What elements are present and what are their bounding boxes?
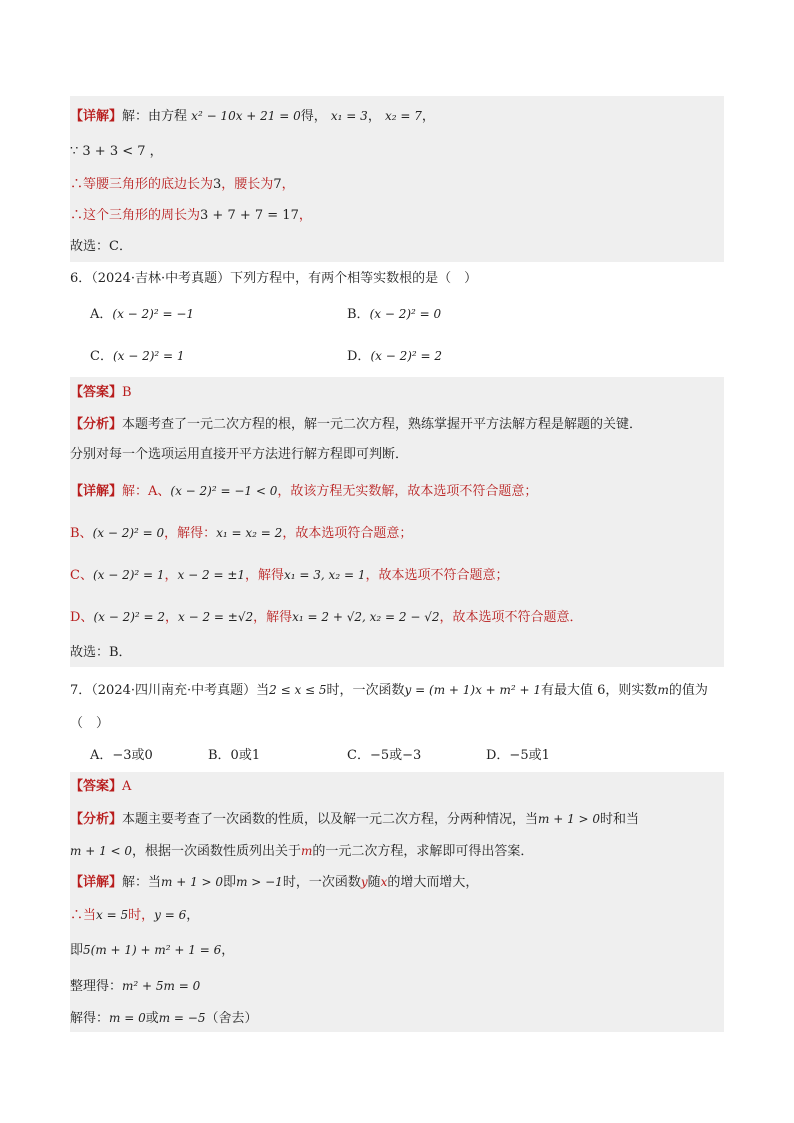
value: 3 xyxy=(213,177,222,192)
text: 解：当 xyxy=(122,875,162,890)
text: ， xyxy=(421,109,435,124)
detail-tag: 【详解】 xyxy=(70,109,123,124)
q7-detail-1 xyxy=(70,872,478,892)
equation: x₁ = x₂ = 2 xyxy=(216,526,283,540)
equation: m² + 5m = 0 xyxy=(122,979,201,993)
answer-value: A xyxy=(122,779,132,794)
q6-conclusion: 故选：B． xyxy=(70,645,132,660)
text: ∴等腰三角形的底边长为 xyxy=(70,177,214,192)
text: B、 xyxy=(70,526,93,541)
q6-answer-block xyxy=(70,377,724,667)
text: ， xyxy=(281,177,295,192)
equation: (x − 2)² = 1 xyxy=(92,568,165,582)
text: ， xyxy=(164,568,178,583)
equation: x − 2 = ±1 xyxy=(177,568,246,582)
q6-answer xyxy=(70,383,132,403)
text: ， xyxy=(221,943,235,958)
q6-option-c xyxy=(90,345,185,367)
q5-detail-line-1 xyxy=(70,106,435,126)
q6-option-b xyxy=(347,303,441,325)
equation: (x − 2)² = 0 xyxy=(92,526,165,540)
q7-stem-line-2: （ ） xyxy=(70,716,110,731)
q7-option-c: C．−5或−3 xyxy=(347,748,422,763)
text: 时， xyxy=(128,908,155,923)
equation: m + 1 > 0 xyxy=(161,875,224,889)
text: 时，一次函数 xyxy=(326,683,405,698)
q6-stem: 6．（2024·吉林·中考真题）下列方程中，有两个相等实数根的是（ ） xyxy=(70,271,478,286)
q6-detail-4 xyxy=(70,607,583,627)
equation: m = 0 xyxy=(109,1011,146,1025)
text: ，故本选项不符合题意； xyxy=(365,568,509,583)
q7-answer-block xyxy=(70,772,724,1032)
variable-m: m xyxy=(657,683,669,697)
root-2: x₂ = 7 xyxy=(384,109,422,123)
option-label: D． xyxy=(347,349,371,364)
option-equation: (x − 2)² = 0 xyxy=(369,307,442,321)
text: 本题考查了一元二次方程的根，解一元二次方程，熟练掌握开平方法解方程是解题的关键． xyxy=(122,417,643,432)
equation: m > −1 xyxy=(236,875,283,889)
q7-analysis-1 xyxy=(70,809,639,829)
q6-option-d xyxy=(347,345,442,367)
option-equation: (x − 2)² = 2 xyxy=(370,349,443,363)
equation: m + 1 < 0 xyxy=(70,844,133,858)
q7-stem-line-1 xyxy=(70,680,708,700)
text: ， xyxy=(165,610,179,625)
text: ，解得 xyxy=(245,568,285,583)
text: 随 xyxy=(367,875,381,890)
q7-detail-3 xyxy=(70,940,234,960)
text: ∴这个三角形的周长为 xyxy=(70,208,201,223)
q5-detail-line-2: ∵ 3 + 3 < 7 ， xyxy=(70,144,163,159)
q7-option-a: A．−3或0 xyxy=(90,748,153,763)
text: ，腰长为 xyxy=(221,177,274,192)
text: 时，一次函数 xyxy=(282,875,361,890)
text: 即 xyxy=(70,943,84,958)
text: 得， xyxy=(300,109,327,124)
equation: x − 2 = ±√2 xyxy=(178,610,254,624)
variable-y: y xyxy=(360,875,368,889)
equation: x² − 10x + 21 = 0 xyxy=(191,109,301,123)
q6-detail-1 xyxy=(70,481,537,501)
q7-option-b: B．0或1 xyxy=(208,748,261,763)
q7-detail-4 xyxy=(70,976,200,996)
q7-detail-2 xyxy=(70,905,199,925)
text: ∴当 xyxy=(70,908,97,923)
q7-detail-5 xyxy=(70,1008,258,1028)
text: ， xyxy=(367,109,381,124)
q6-analysis-1 xyxy=(70,415,642,435)
text: 时和当 xyxy=(600,812,640,827)
answer-tag: 【答案】 xyxy=(70,385,123,400)
text: 有最大值 6，则实数 xyxy=(541,683,658,698)
option-equation: (x − 2)² = −1 xyxy=(112,307,195,321)
answer-tag: 【答案】 xyxy=(70,779,123,794)
equation: (x − 2)² = −1 < 0 xyxy=(170,484,278,498)
detail-tag: 【详解】 xyxy=(70,875,123,890)
equation: m + 1 > 0 xyxy=(538,812,601,826)
equation: 5(m + 1) + m² + 1 = 6 xyxy=(83,943,222,957)
text: 解：A、 xyxy=(122,484,171,499)
text: ，故本选项符合题意； xyxy=(282,526,413,541)
answer-value: B xyxy=(122,385,132,400)
q6-analysis-2: 分别对每一个选项运用直接开平方法进行解方程即可判断． xyxy=(70,447,409,462)
q7-option-d: D．−5或1 xyxy=(486,748,550,763)
text: 的值为 xyxy=(668,683,708,698)
text: 的增大而增大， xyxy=(387,875,479,890)
q5-conclusion: 故选：C． xyxy=(70,239,132,254)
equation: m = −5 xyxy=(158,1011,206,1025)
text: ， xyxy=(186,908,200,923)
equation: y = (m + 1)x + m² + 1 xyxy=(404,683,542,697)
text: （舍去） xyxy=(205,1011,258,1026)
text: C、 xyxy=(70,568,93,583)
equation: 3 + 7 + 7 = 17 xyxy=(200,208,299,223)
option-label: A． xyxy=(90,307,113,322)
text: 整理得： xyxy=(70,979,123,994)
text: ，根据一次函数性质列出关于 xyxy=(132,844,302,859)
q6-detail-2 xyxy=(70,523,412,543)
text: D、 xyxy=(70,610,94,625)
text: ，故本选项不符合题意． xyxy=(439,610,583,625)
text: ， xyxy=(298,208,312,223)
q5-detail-line-4 xyxy=(70,206,312,226)
analysis-tag: 【分析】 xyxy=(70,812,123,827)
equation: x₁ = 3, x₂ = 1 xyxy=(284,568,366,582)
text: 的一元二次方程，求解即可得出答案． xyxy=(312,844,534,859)
variable-x: x xyxy=(380,875,388,889)
text: ，故该方程无实数解，故本选项不符合题意； xyxy=(277,484,538,499)
analysis-tag: 【分析】 xyxy=(70,417,123,432)
equation: y = 6 xyxy=(154,908,187,922)
equation: x = 5 xyxy=(96,908,129,922)
q7-analysis-2 xyxy=(70,841,533,861)
text: 本题主要考查了一次函数的性质，以及解一元二次方程，分两种情况，当 xyxy=(122,812,539,827)
root-1: x₁ = 3 xyxy=(330,109,368,123)
text: 解得： xyxy=(70,1011,110,1026)
q6-detail-3 xyxy=(70,565,508,585)
equation: x₁ = 2 + √2, x₂ = 2 − √2 xyxy=(292,610,440,624)
text: ，解得： xyxy=(164,526,217,541)
value: 7 xyxy=(273,177,282,192)
text: 解：由方程 xyxy=(122,109,188,124)
detail-tag: 【详解】 xyxy=(70,484,123,499)
q5-detail-line-3 xyxy=(70,175,295,195)
option-equation: (x − 2)² = 1 xyxy=(112,349,185,363)
q5-detail-block xyxy=(70,96,724,262)
text: 7．（2024·四川南充·中考真题）当 xyxy=(70,683,270,698)
equation: (x − 2)² = 2 xyxy=(93,610,166,624)
q6-option-a xyxy=(90,303,194,325)
equation: 2 ≤ x ≤ 5 xyxy=(269,683,327,697)
option-label: C． xyxy=(90,349,113,364)
text: 或 xyxy=(145,1011,159,1026)
text: ，解得 xyxy=(253,610,293,625)
variable-m: m xyxy=(301,844,313,858)
option-label: B． xyxy=(347,307,370,322)
q7-answer xyxy=(70,777,131,797)
text: 即 xyxy=(223,875,237,890)
